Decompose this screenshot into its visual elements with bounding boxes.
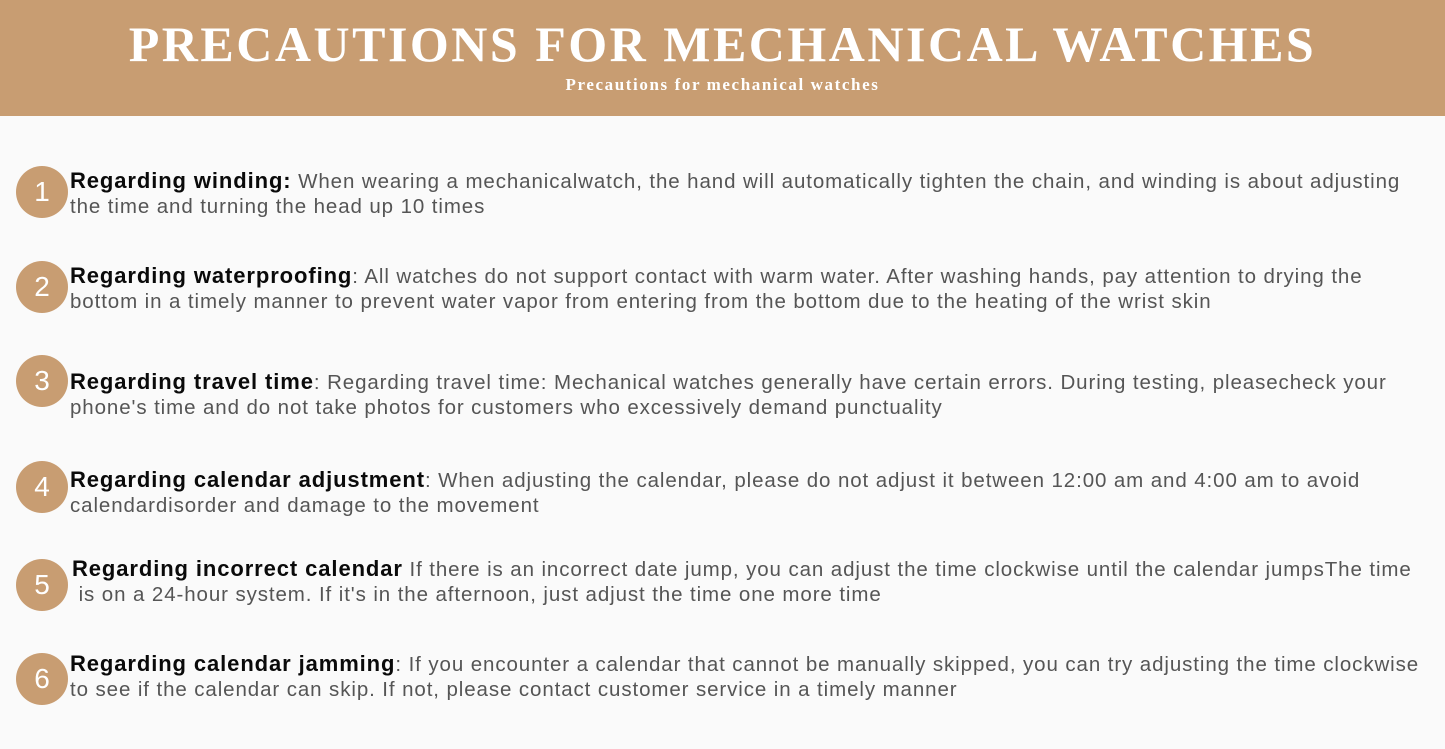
number-badge: 6	[16, 653, 68, 705]
precaution-line-2: phone's time and do not take photos for customers who excessively demand punctuality	[70, 396, 943, 419]
page-title: PRECAUTIONS FOR MECHANICAL WATCHES	[128, 16, 1317, 72]
precaution-line-1: Regarding waterproofing: All watches do not support contact with warm water. After washing hands, pay attention to drying the	[70, 263, 1363, 288]
precaution-body: When adjusting the calendar, please do not adjust it between 12:00 am and 4:00 am to avoid	[438, 469, 1361, 492]
number-badge: 2	[16, 261, 68, 313]
precaution-line-1: Regarding travel time: Regarding travel time: Mechanical watches generally have certain errors. During testing, pleasecheck your	[70, 369, 1387, 394]
precaution-line-2: to see if the calendar can skip. If not, please contact customer service in a timely manner	[70, 678, 958, 701]
precaution-line-1: Regarding calendar adjustment: When adjusting the calendar, please do not adjust it between 12:00 am and 4:00 am to avoid	[70, 467, 1361, 492]
precaution-line-1	[72, 556, 1445, 582]
precaution-body: If there is an incorrect date jump, you can adjust the time clockwise until the calendar jumpsThe time	[409, 558, 1412, 581]
number-badge: 3	[16, 355, 68, 407]
precaution-body: When wearing a mechanicalwatch, the hand will automatically tighten the chain, and winding is about adjusting	[298, 170, 1401, 193]
number-badge: 4	[16, 461, 68, 513]
precaution-text	[72, 556, 1445, 607]
precaution-heading: Regarding incorrect calendar	[72, 556, 403, 581]
precaution-text	[70, 467, 1445, 518]
precaution-line-2: bottom in a timely manner to prevent water vapor from entering from the bottom due to the heating of the wrist skin	[70, 290, 1212, 313]
precaution-heading: Regarding waterproofing	[70, 263, 353, 288]
number-badge: 1	[16, 166, 68, 218]
precaution-line-1: Regarding calendar jamming: If you encounter a calendar that cannot be manually skipped, you can try adjusting the time clockwise	[70, 651, 1420, 676]
precaution-heading: Regarding winding:	[70, 168, 292, 193]
precaution-text	[70, 651, 1445, 702]
precaution-heading: Regarding calendar adjustment	[70, 467, 425, 492]
precaution-line-2: calendardisorder and damage to the movement	[70, 494, 540, 517]
header-banner	[0, 0, 1445, 116]
page-subtitle: Precautions for mechanical watches	[565, 75, 880, 94]
precaution-line-2: the time and turning the head up 10 times	[70, 195, 486, 218]
precaution-heading: Regarding travel time	[70, 369, 314, 394]
precaution-line-2: is on a 24-hour system. If it's in the afternoon, just adjust the time one more time	[72, 583, 882, 606]
precaution-body: All watches do not support contact with warm water. After washing hands, pay attention to drying the	[364, 265, 1363, 288]
precaution-text	[70, 263, 1445, 314]
precaution-text	[70, 369, 1445, 420]
precaution-text	[70, 168, 1445, 219]
precaution-heading: Regarding calendar jamming	[70, 651, 396, 676]
precaution-line-1	[70, 168, 1445, 194]
precaution-body: Regarding travel time: Mechanical watches generally have certain errors. During testing, pleasecheck your	[327, 371, 1387, 394]
number-badge: 5	[16, 559, 68, 611]
precaution-body: If you encounter a calendar that cannot be manually skipped, you can try adjusting the time clockwise	[408, 653, 1420, 676]
